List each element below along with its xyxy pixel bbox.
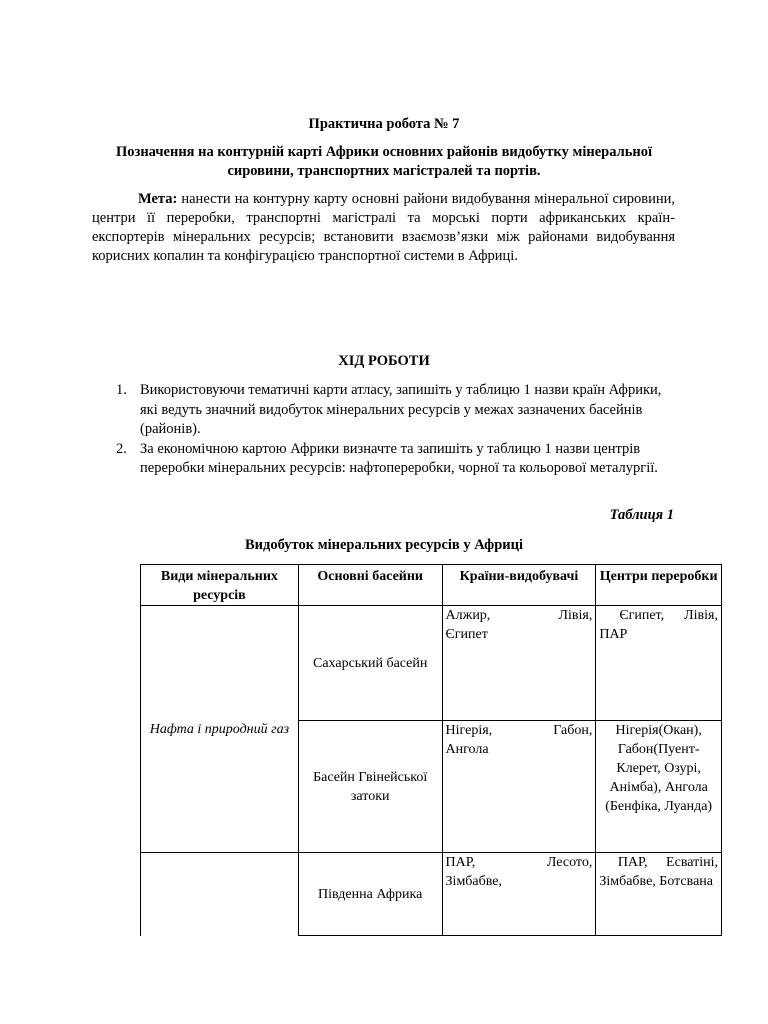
step-text: Використовуючи тематичні карти атласу, запишіть у таблицю 1 назви країн Африки, які ведуть значний видобуток мінеральних ресурсів у межах зазначених басейнів (районів). (140, 382, 662, 437)
table-header-row (141, 565, 722, 606)
resource-group-cell: Нафта і природний газ (141, 606, 299, 853)
centers-cell: Нігерія(Окан), Габон(Пуент-Клерет, Озурі, Анімба), Ангола (Бенфіка, Луанда) (596, 721, 722, 853)
country-name: ПАР, (445, 855, 476, 870)
countries-line (446, 606, 593, 625)
country-name: Алжир, (445, 608, 491, 623)
basin-cell: Басейн Гвінейської затоки (298, 721, 442, 853)
steps-list (116, 381, 676, 479)
list-item (116, 440, 676, 479)
countries-line: Зімбабве, (445, 874, 503, 889)
basin-cell: Південна Африка (298, 853, 442, 936)
country-name: Лесото, (546, 855, 593, 870)
goal-text: нанести на контурну карту основні райони видобування мінеральної сировини, центри її переробки, транспортні магістралі та морські порти африканських країн-експортерів мінеральних ресурсів; встановити взаємозв’язки між районами видобування корисних копалин та конфігурацією транспортної системи в Африці. (92, 191, 675, 264)
countries-line: Єгипет (445, 627, 488, 642)
table-title: Видобуток мінеральних ресурсів у Африці (244, 537, 524, 553)
header-centers: Центри переробки (596, 565, 722, 606)
step-text: За економічною картою Африки визначте та запишіть у таблицю 1 назви центрів переробки мінеральних ресурсів: нафтопереробки, чорної та кольорової металургії. (140, 440, 658, 476)
work-subtitle: Позначення на контурній карті Африки основних районів видобутку мінеральної сировини, транспортних магістралей та портів. (115, 144, 653, 179)
table-row (141, 606, 722, 721)
basin-cell: Сахарський басейн (298, 606, 442, 721)
resources-table (140, 564, 722, 936)
table-number: Таблиця 1 (609, 507, 674, 523)
country-name: Нігерія, (445, 723, 493, 738)
centers-cell: Єгипет, Лівія, ПАР (596, 606, 722, 721)
header-basins: Основні басейни (298, 565, 442, 606)
countries-line (446, 721, 593, 740)
resource-group-empty-cell (141, 853, 299, 936)
goal-paragraph (92, 190, 675, 266)
countries-line (446, 853, 593, 872)
country-name: Лівія, (558, 608, 593, 623)
table-row (141, 853, 722, 936)
page-title: Практична робота № 7 (308, 116, 460, 132)
countries-cell (442, 853, 596, 936)
country-name: Габон, (553, 723, 593, 738)
step-number: 1. (116, 382, 127, 398)
countries-cell (442, 606, 596, 721)
header-resource-types: Види мінеральних ресурсів (141, 565, 299, 606)
section-title: ХІД РОБОТИ (338, 353, 430, 369)
goal-label: Мета: (138, 191, 178, 207)
centers-cell: ПАР, Есватіні, Зімбабве, Ботсвана (596, 853, 722, 936)
step-number: 2. (116, 440, 127, 457)
countries-cell (442, 721, 596, 853)
header-countries: Країни-видобувачі (442, 565, 596, 606)
list-item (116, 381, 676, 440)
countries-line: Ангола (445, 742, 489, 757)
